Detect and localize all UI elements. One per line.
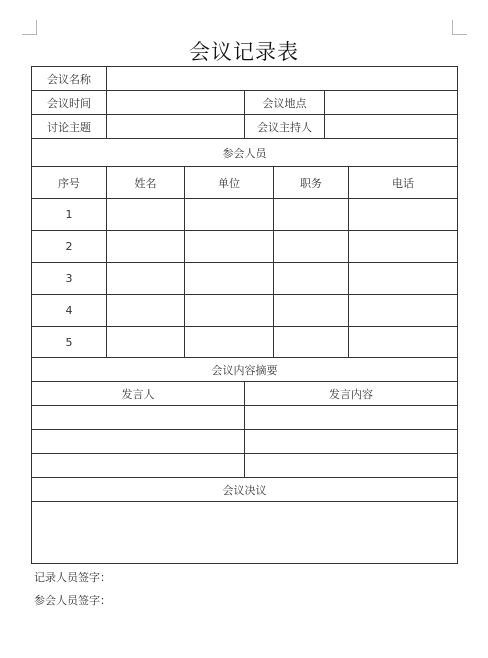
resolution-text-area[interactable] bbox=[32, 502, 457, 563]
host-field[interactable] bbox=[325, 115, 457, 138]
participant-row-number: 4 bbox=[65, 304, 73, 317]
participant-phone-cell[interactable] bbox=[349, 327, 457, 357]
meeting-name-field[interactable] bbox=[107, 67, 457, 90]
meeting-time-field[interactable] bbox=[107, 91, 244, 114]
participant-row-number: 3 bbox=[65, 272, 73, 285]
meeting-name-label: 会议名称 bbox=[47, 72, 91, 86]
speaker-cell[interactable] bbox=[32, 406, 244, 429]
participant-position-cell[interactable] bbox=[274, 263, 348, 294]
participant-phone-cell[interactable] bbox=[349, 199, 457, 230]
attendees-signature-label: 参会人员签字： bbox=[34, 594, 111, 607]
meeting-place-label: 会议地点 bbox=[262, 96, 307, 110]
speech-content-cell[interactable] bbox=[245, 454, 457, 477]
page-title: 会议记录表 bbox=[189, 40, 299, 64]
participants-header-no: 序号 bbox=[58, 176, 80, 190]
participants-header-unit: 单位 bbox=[218, 176, 240, 190]
speaker-cell[interactable] bbox=[32, 454, 244, 477]
participant-position-cell[interactable] bbox=[274, 295, 348, 326]
participant-position-cell[interactable] bbox=[274, 231, 348, 262]
host-label: 会议主持人 bbox=[257, 120, 312, 134]
participant-row-number: 2 bbox=[65, 240, 73, 253]
meeting-time-label: 会议时间 bbox=[47, 96, 91, 110]
summary-section-title: 会议内容摘要 bbox=[211, 363, 278, 377]
participant-row-number: 5 bbox=[65, 335, 73, 349]
recorder-signature-label: 记录人员签字： bbox=[34, 571, 111, 584]
participant-name-cell[interactable] bbox=[107, 231, 184, 262]
participants-section-title: 参会人员 bbox=[222, 146, 267, 160]
resolution-section-title: 会议决议 bbox=[222, 483, 267, 497]
participant-row-number: 1 bbox=[65, 208, 73, 221]
speaker-cell[interactable] bbox=[32, 430, 244, 453]
participants-header-name: 姓名 bbox=[134, 176, 157, 190]
participant-phone-cell[interactable] bbox=[349, 263, 457, 294]
participant-phone-cell[interactable] bbox=[349, 231, 457, 262]
participant-unit-cell[interactable] bbox=[185, 199, 273, 230]
speech-content-header: 发言内容 bbox=[329, 387, 373, 401]
participant-unit-cell[interactable] bbox=[185, 327, 273, 357]
topic-field[interactable] bbox=[107, 115, 244, 138]
topic-label: 讨论主题 bbox=[47, 120, 91, 134]
participant-unit-cell[interactable] bbox=[185, 231, 273, 262]
participants-header-position: 职务 bbox=[300, 176, 322, 190]
meeting-place-field[interactable] bbox=[325, 91, 457, 114]
participants-header-phone: 电话 bbox=[392, 176, 414, 190]
participant-unit-cell[interactable] bbox=[185, 295, 273, 326]
participant-position-cell[interactable] bbox=[274, 199, 348, 230]
participant-name-cell[interactable] bbox=[107, 263, 184, 294]
speech-content-cell[interactable] bbox=[245, 406, 457, 429]
participant-name-cell[interactable] bbox=[107, 199, 184, 230]
speaker-header: 发言人 bbox=[121, 387, 155, 401]
participant-phone-cell[interactable] bbox=[349, 295, 457, 326]
participant-unit-cell[interactable] bbox=[185, 263, 273, 294]
participant-name-cell[interactable] bbox=[107, 295, 184, 326]
participant-name-cell[interactable] bbox=[107, 327, 184, 357]
speech-content-cell[interactable] bbox=[245, 430, 457, 453]
participant-position-cell[interactable] bbox=[274, 327, 348, 357]
